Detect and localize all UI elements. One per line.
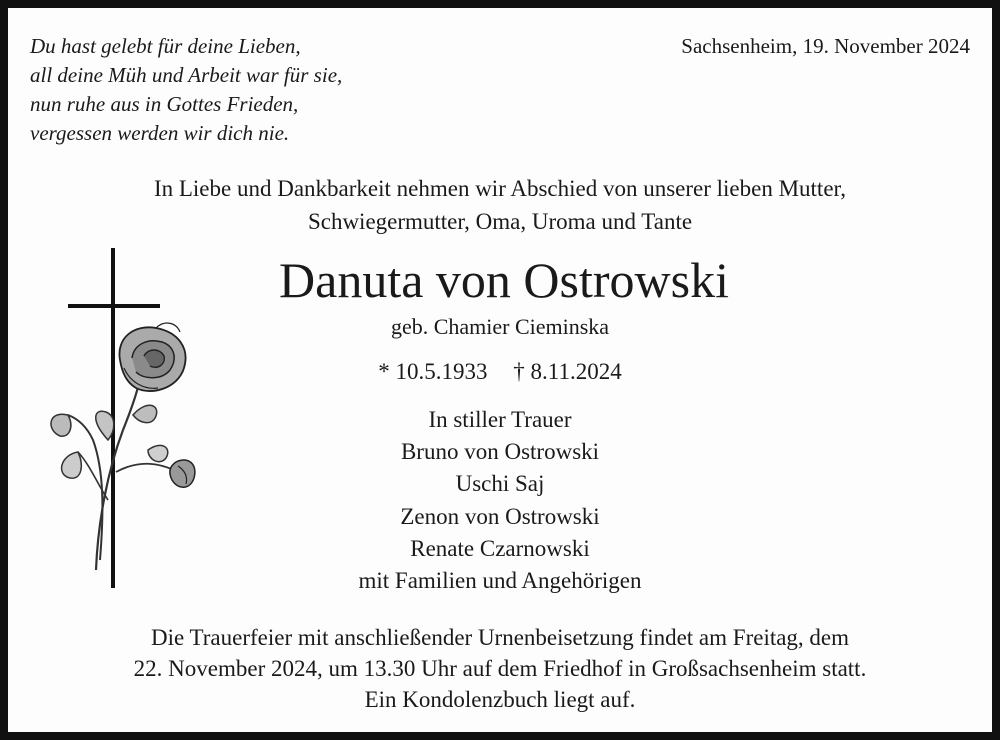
ceremony-info <box>8 622 992 715</box>
poem-line: Du hast gelebt für deine Lieben, <box>30 34 301 58</box>
maiden-name: geb. Chamier Cieminska <box>390 314 610 339</box>
mourner-name: mit Familien und Angehörigen <box>358 568 642 594</box>
place-and-date: Sachsenheim, 19. November 2024 <box>681 34 970 58</box>
intro-line: Schwiegermutter, Oma, Uroma und Tante <box>307 209 693 234</box>
ceremony-line: Die Trauerfeier mit anschließender Urnenbeisetzung findet am Freitag, dem <box>150 625 850 650</box>
poem-line: nun ruhe aus in Gottes Frieden, <box>30 92 299 116</box>
memorial-poem <box>30 32 342 148</box>
birth-date: * 10.5.1933 <box>378 359 488 384</box>
mourner-name: Zenon von Ostrowski <box>400 503 600 529</box>
mourner-name: Bruno von Ostrowski <box>400 439 600 465</box>
ceremony-line: Ein Kondolenzbuch liegt auf. <box>364 687 636 712</box>
poem-line: all deine Müh und Arbeit war für sie, <box>30 63 343 87</box>
life-dates <box>8 356 992 388</box>
mourner-name: Uschi Saj <box>455 471 545 497</box>
intro-text <box>8 172 992 238</box>
ceremony-line: 22. November 2024, um 13.30 Uhr auf dem Friedhof in Großsachsenheim statt. <box>133 656 867 681</box>
poem-line: vergessen werden wir dich nie. <box>30 121 290 145</box>
mourner-name: Renate Czarnowski <box>410 535 590 561</box>
death-date: † 8.11.2024 <box>513 359 622 384</box>
intro-line: In Liebe und Dankbarkeit nehmen wir Abschied von unserer lieben Mutter, <box>153 176 847 201</box>
mourners-list <box>8 404 992 597</box>
mourners-heading: In stiller Trauer <box>428 407 572 432</box>
deceased-name: Danuta von Ostrowski <box>279 252 729 308</box>
